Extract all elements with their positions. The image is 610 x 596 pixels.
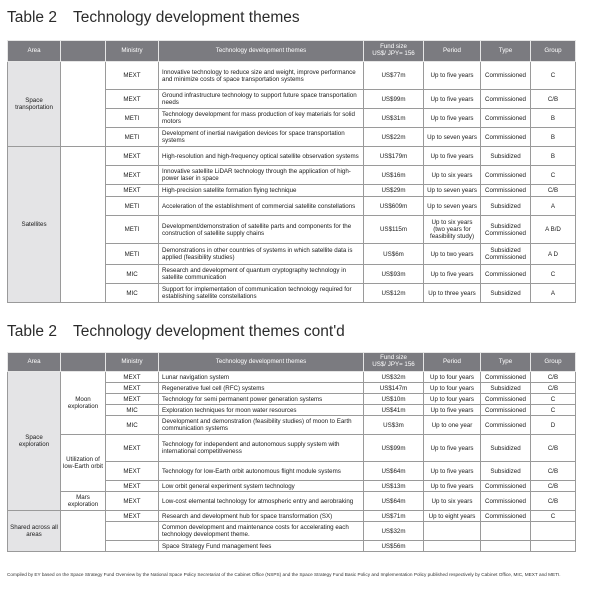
table-2	[7, 352, 576, 552]
group-cell	[531, 522, 576, 541]
header-area: Area	[8, 353, 61, 372]
header-fund	[364, 353, 424, 372]
type-cell: Commissioned	[481, 109, 531, 128]
group-cell: C/B	[531, 372, 576, 383]
period-cell: Up to five years	[424, 405, 481, 416]
type-cell: Subsidized	[481, 147, 531, 166]
type-cell: Commissioned	[481, 481, 531, 492]
area-cell: Satellites	[8, 147, 61, 303]
theme-cell: Technology development for mass production of key materials for solid motors	[159, 109, 364, 128]
header-fund	[364, 41, 424, 62]
ministry-cell: MEXT	[106, 185, 159, 197]
table-1-title	[7, 9, 300, 27]
type-cell: Commissioned	[481, 166, 531, 185]
theme-cell: Technology for independent and autonomous supply system with international competitiveness	[159, 435, 364, 462]
header-subarea	[61, 41, 106, 62]
footnote: Compiled by EY based on the Space Strategy Fund Overview by the National Space Policy Secretariat of the Cabinet Office (NSPS) and the Space Strategy Fund Basic Policy and Implementation Policy published respectively by Cabinet Office, MIC, MEXT and METI.	[7, 572, 561, 577]
header-period: Period	[424, 353, 481, 372]
period-cell: Up to five years	[424, 435, 481, 462]
header-subarea	[61, 353, 106, 372]
fund-cell: US$32m	[364, 372, 424, 383]
ministry-cell: MEXT	[106, 166, 159, 185]
ministry-cell: MIC	[106, 416, 159, 435]
period-cell: Up to five years	[424, 109, 481, 128]
theme-cell: Space Strategy Fund management fees	[159, 541, 364, 552]
header-theme: Technology development themes	[159, 353, 364, 372]
type-cell: Subsidized	[481, 284, 531, 303]
group-cell: A	[531, 284, 576, 303]
theme-cell: Low orbit general experiment system technology	[159, 481, 364, 492]
table-row	[8, 372, 576, 383]
theme-cell: Low-cost elemental technology for atmospheric entry and aerobraking	[159, 492, 364, 511]
theme-cell: Research and development of quantum cryptography technology in satellite communication	[159, 265, 364, 284]
table-2-title-text: Technology development themes cont'd	[73, 323, 345, 340]
group-cell	[531, 541, 576, 552]
subarea-cell	[61, 511, 106, 552]
fund-cell: US$147m	[364, 383, 424, 394]
group-cell: C/B	[531, 90, 576, 109]
period-cell: Up to two years	[424, 244, 481, 265]
subarea-cell	[61, 147, 106, 303]
header-fund-line1: Fund size	[380, 354, 407, 362]
period-cell: Up to six years	[424, 166, 481, 185]
type-cell: Commissioned	[481, 372, 531, 383]
period-cell: Up to five years	[424, 265, 481, 284]
theme-cell: Development and demonstration (feasibility studies) of moon to Earth communication systems	[159, 416, 364, 435]
header-period: Period	[424, 41, 481, 62]
header-group: Group	[531, 41, 576, 62]
area-cell: Space transportation	[8, 62, 61, 147]
period-cell	[424, 522, 481, 541]
period-cell: Up to five years	[424, 62, 481, 90]
type-cell: Subsidized	[481, 462, 531, 481]
table-2-title	[7, 323, 345, 341]
table-1-number: Table 2	[7, 9, 57, 26]
fund-cell: US$99m	[364, 435, 424, 462]
theme-cell: Support for implementation of communication technology required for establishing satellite constellations	[159, 284, 364, 303]
group-cell: C	[531, 166, 576, 185]
theme-cell: Development of inertial navigation devices for space transportation systems	[159, 128, 364, 147]
group-cell: C/B	[531, 185, 576, 197]
header-type: Type	[481, 41, 531, 62]
group-cell: C/B	[531, 462, 576, 481]
fund-cell: US$31m	[364, 109, 424, 128]
type-cell: Subsidized Commissioned	[481, 216, 531, 244]
type-cell: Commissioned	[481, 492, 531, 511]
group-cell: A	[531, 197, 576, 216]
area-cell: Shared across all areas	[8, 511, 61, 552]
header-type: Type	[481, 353, 531, 372]
group-cell: C	[531, 511, 576, 522]
ministry-cell: MEXT	[106, 435, 159, 462]
fund-cell: US$609m	[364, 197, 424, 216]
theme-cell: Common development and maintenance costs for accelerating each technology development theme.	[159, 522, 364, 541]
fund-cell: US$12m	[364, 284, 424, 303]
theme-cell: Acceleration of the establishment of commercial satellite constellations	[159, 197, 364, 216]
table-1-header-row	[8, 41, 576, 62]
fund-cell: US$56m	[364, 541, 424, 552]
ministry-cell: MEXT	[106, 492, 159, 511]
fund-cell: US$10m	[364, 394, 424, 405]
period-cell: Up to one year	[424, 416, 481, 435]
area-cell: Space exploration	[8, 372, 61, 511]
group-cell: C	[531, 394, 576, 405]
header-theme: Technology development themes	[159, 41, 364, 62]
fund-cell: US$64m	[364, 492, 424, 511]
group-cell: C/B	[531, 492, 576, 511]
group-cell: C/B	[531, 383, 576, 394]
type-cell	[481, 541, 531, 552]
fund-cell: US$179m	[364, 147, 424, 166]
group-cell: C	[531, 265, 576, 284]
fund-cell: US$29m	[364, 185, 424, 197]
period-cell: Up to three years	[424, 284, 481, 303]
group-cell: B	[531, 109, 576, 128]
group-cell: D	[531, 416, 576, 435]
table-row	[8, 147, 576, 166]
group-cell: C	[531, 405, 576, 416]
theme-cell: Exploration techniques for moon water resources	[159, 405, 364, 416]
fund-cell: US$16m	[364, 166, 424, 185]
header-ministry: Ministry	[106, 353, 159, 372]
theme-cell: Demonstrations in other countries of systems in which satellite data is applied (feasibility studies)	[159, 244, 364, 265]
period-cell: Up to seven years	[424, 185, 481, 197]
table-row	[8, 62, 576, 90]
header-fund-line2: US$/ JPY= 156	[372, 361, 415, 368]
group-cell: C/B	[531, 435, 576, 462]
theme-cell: Innovative satellite LiDAR technology through the application of high-power laser in space	[159, 166, 364, 185]
ministry-cell: METI	[106, 109, 159, 128]
fund-cell: US$77m	[364, 62, 424, 90]
type-cell: Commissioned	[481, 265, 531, 284]
theme-cell: Lunar navigation system	[159, 372, 364, 383]
ministry-cell: MIC	[106, 405, 159, 416]
type-cell: Commissioned	[481, 416, 531, 435]
table-row	[8, 511, 576, 522]
fund-cell: US$93m	[364, 265, 424, 284]
header-area: Area	[8, 41, 61, 62]
ministry-cell: MEXT	[106, 511, 159, 522]
fund-cell: US$3m	[364, 416, 424, 435]
ministry-cell: MEXT	[106, 383, 159, 394]
type-cell: Commissioned	[481, 128, 531, 147]
ministry-cell: MEXT	[106, 394, 159, 405]
ministry-cell: MEXT	[106, 372, 159, 383]
ministry-cell	[106, 522, 159, 541]
group-cell: C	[531, 62, 576, 90]
theme-cell: Development/demonstration of satellite parts and components for the construction of satellite supply chains	[159, 216, 364, 244]
period-cell: Up to five years	[424, 90, 481, 109]
ministry-cell: MIC	[106, 284, 159, 303]
table-row	[8, 435, 576, 462]
ministry-cell: MEXT	[106, 147, 159, 166]
type-cell: Subsidized Commissioned	[481, 244, 531, 265]
theme-cell: Technology for semi permanent power generation systems	[159, 394, 364, 405]
type-cell: Commissioned	[481, 90, 531, 109]
theme-cell: Regenerative fuel cell (RFC) systems	[159, 383, 364, 394]
theme-cell: High-resolution and high-frequency optical satellite observation systems	[159, 147, 364, 166]
period-cell: Up to four years	[424, 372, 481, 383]
ministry-cell	[106, 541, 159, 552]
subarea-cell: Mars exploration	[61, 492, 106, 511]
ministry-cell: METI	[106, 128, 159, 147]
type-cell: Commissioned	[481, 511, 531, 522]
ministry-cell: MEXT	[106, 462, 159, 481]
subarea-cell	[61, 62, 106, 147]
ministry-cell: MIC	[106, 265, 159, 284]
header-fund-line2: US$/ JPY= 156	[372, 50, 415, 57]
group-cell: A D	[531, 244, 576, 265]
type-cell: Subsidized	[481, 197, 531, 216]
table-2-number: Table 2	[7, 323, 57, 340]
period-cell: Up to five years	[424, 462, 481, 481]
type-cell: Commissioned	[481, 62, 531, 90]
header-group: Group	[531, 353, 576, 372]
type-cell: Commissioned	[481, 185, 531, 197]
ministry-cell: METI	[106, 216, 159, 244]
period-cell: Up to seven years	[424, 128, 481, 147]
fund-cell: US$32m	[364, 522, 424, 541]
table-2-header-row	[8, 353, 576, 372]
fund-cell: US$64m	[364, 462, 424, 481]
ministry-cell: METI	[106, 197, 159, 216]
theme-cell: Research and development hub for space transformation (SX)	[159, 511, 364, 522]
period-cell: Up to five years	[424, 481, 481, 492]
period-cell: Up to eight years	[424, 511, 481, 522]
theme-cell: Ground infrastructure technology to support future space transportation needs	[159, 90, 364, 109]
type-cell: Commissioned	[481, 394, 531, 405]
period-cell	[424, 541, 481, 552]
table-1	[7, 40, 576, 303]
group-cell: B	[531, 128, 576, 147]
period-cell: Up to five years	[424, 147, 481, 166]
ministry-cell: MEXT	[106, 481, 159, 492]
fund-cell: US$71m	[364, 511, 424, 522]
theme-cell: Technology for low-Earth orbit autonomous flight module systems	[159, 462, 364, 481]
ministry-cell: MEXT	[106, 62, 159, 90]
fund-cell: US$115m	[364, 216, 424, 244]
type-cell: Subsidized	[481, 383, 531, 394]
table-row	[8, 492, 576, 511]
group-cell: B	[531, 147, 576, 166]
period-cell: Up to four years	[424, 394, 481, 405]
ministry-cell: METI	[106, 244, 159, 265]
type-cell	[481, 522, 531, 541]
subarea-cell: Utilization of low-Earth orbit	[61, 435, 106, 492]
period-cell: Up to six years (two years for feasibility study)	[424, 216, 481, 244]
fund-cell: US$99m	[364, 90, 424, 109]
period-cell: Up to seven years	[424, 197, 481, 216]
period-cell: Up to four years	[424, 383, 481, 394]
header-ministry: Ministry	[106, 41, 159, 62]
fund-cell: US$22m	[364, 128, 424, 147]
fund-cell: US$6m	[364, 244, 424, 265]
header-fund-line1: Fund size	[380, 43, 407, 51]
fund-cell: US$41m	[364, 405, 424, 416]
type-cell: Subsidized	[481, 435, 531, 462]
group-cell: C/B	[531, 481, 576, 492]
table-1-title-text: Technology development themes	[73, 9, 300, 26]
ministry-cell: MEXT	[106, 90, 159, 109]
period-cell: Up to six years	[424, 492, 481, 511]
theme-cell: Innovative technology to reduce size and weight, improve performance and minimize costs of space transportation systems	[159, 62, 364, 90]
type-cell: Commissioned	[481, 405, 531, 416]
subarea-cell: Moon exploration	[61, 372, 106, 435]
fund-cell: US$13m	[364, 481, 424, 492]
theme-cell: High-precision satellite formation flying technique	[159, 185, 364, 197]
group-cell: A B/D	[531, 216, 576, 244]
